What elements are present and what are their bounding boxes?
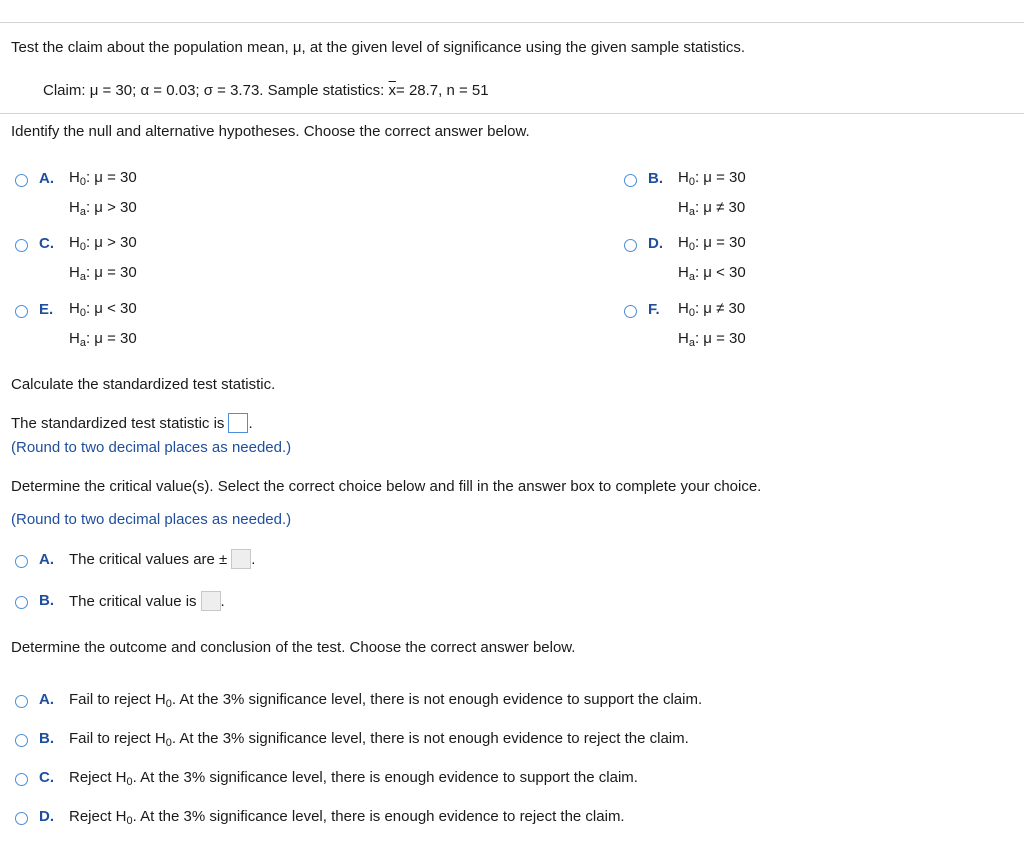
option-letter: D.: [39, 808, 54, 825]
round-note: (Round to two decimal places as needed.): [11, 439, 292, 456]
option-letter: C.: [39, 235, 54, 252]
problem-intro: Test the claim about the population mean, μ, at the given level of significance using the given sample statistics.: [11, 39, 746, 56]
part1-prompt: Identify the null and alternative hypotheses. Choose the correct answer below.: [11, 123, 530, 140]
hypotheses-text: $H_0$: μ = 30 $H_a$: μ ≠ 30: [678, 169, 746, 218]
critical-values-input[interactable]: [231, 549, 251, 569]
radio-button[interactable]: [624, 174, 637, 187]
radio-button[interactable]: [15, 239, 28, 252]
option-letter: B.: [648, 170, 663, 187]
test-statistic-input[interactable]: [228, 413, 248, 433]
test-statistic-statement: The standardized test statistic is: [11, 415, 225, 432]
option-letter: C.: [39, 769, 54, 786]
hypotheses-text: $H_0$: μ ≠ 30 $H_a$: μ = 30: [678, 300, 746, 349]
part3-prompt: Determine the critical value(s). Select the correct choice below and fill in the answer box to complete your choice.: [11, 478, 762, 495]
hypotheses-text: $H_0$: μ > 30 $H_a$: μ = 30: [69, 234, 137, 283]
claim-divider: [0, 113, 1024, 114]
conclusion-text: Reject $H_0$. At the 3% significance level, there is enough evidence to support the claim.: [69, 769, 638, 788]
sample-values: = 28.7, n = 51: [396, 82, 489, 99]
option-letter: E.: [39, 301, 54, 318]
radio-button[interactable]: [15, 812, 28, 825]
sample-label: Sample statistics:: [267, 82, 385, 99]
sample-xbar: $\overline{x}$: [388, 82, 397, 99]
option-letter: B.: [39, 592, 54, 609]
hypotheses-text: $H_0$: μ = 30 $H_a$: μ < 30: [678, 234, 746, 283]
claim-text: μ = 30; α = 0.03; σ = 3.73.: [89, 82, 264, 99]
part2-prompt: Calculate the standardized test statistic.: [11, 376, 276, 393]
radio-button[interactable]: [15, 695, 28, 708]
claim-line: [43, 82, 489, 99]
radio-button[interactable]: [15, 174, 28, 187]
option-letter: A.: [39, 551, 54, 568]
test-statistic-line: The standardized test statistic is .: [11, 415, 253, 432]
top-divider: [0, 22, 1024, 23]
option-letter: A.: [39, 691, 54, 708]
round-note: (Round to two decimal places as needed.): [11, 511, 292, 528]
critical-values-line: The critical values are ± .: [69, 551, 256, 568]
conclusion-text: Reject $H_0$. At the 3% significance level, there is enough evidence to reject the claim.: [69, 808, 625, 827]
conclusion-text: Fail to reject $H_0$. At the 3% significance level, there is not enough evidence to reject the claim.: [69, 730, 689, 749]
option-letter: A.: [39, 170, 54, 187]
option-letter: F.: [648, 301, 660, 318]
hypotheses-text: $H_0$: μ < 30 $H_a$: μ = 30: [69, 300, 137, 349]
conclusion-text: Fail to reject $H_0$. At the 3% significance level, there is not enough evidence to support the claim.: [69, 691, 703, 710]
option-letter: B.: [39, 730, 54, 747]
radio-button[interactable]: [15, 555, 28, 568]
radio-button[interactable]: [15, 773, 28, 786]
critical-value-input[interactable]: [201, 591, 221, 611]
radio-button[interactable]: [15, 305, 28, 318]
critical-value-line: The critical value is .: [69, 593, 225, 610]
radio-button[interactable]: [624, 305, 637, 318]
part4-prompt: Determine the outcome and conclusion of the test. Choose the correct answer below.: [11, 639, 576, 656]
radio-button[interactable]: [624, 239, 637, 252]
hypotheses-text: $H_0$: μ = 30 $H_a$: μ > 30: [69, 169, 137, 218]
radio-button[interactable]: [15, 596, 28, 609]
radio-button[interactable]: [15, 734, 28, 747]
option-letter: D.: [648, 235, 663, 252]
claim-label: Claim:: [43, 82, 86, 99]
